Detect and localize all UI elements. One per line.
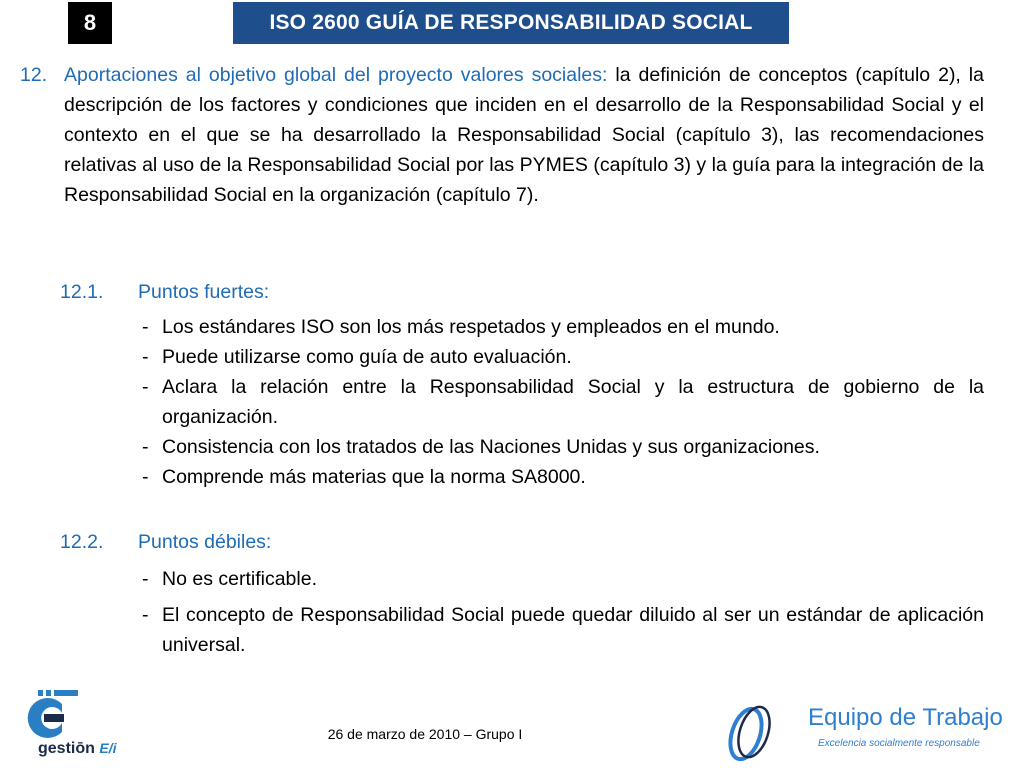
item-number: 12. [20,64,48,86]
weaknesses-list [138,564,984,660]
slide-title: ISO 2600 GUÍA DE RESPONSABILIDAD SOCIAL [233,2,789,44]
item-lead: Aportaciones al objetivo global del proyecto valores sociales: [64,64,608,86]
list-item: - Aclara la relación entre la Responsabilidad Social y la estructura de gobierno de la organización. [142,376,984,428]
list-item: - Puede utilizarse como guía de auto evaluación. [142,346,572,368]
equipo-logo-icon [718,700,782,764]
list-item: - Los estándares ISO son los más respetados y empleados en el mundo. [142,316,780,338]
weaknesses-number: 12.2. [60,531,104,553]
strengths-label: Puntos fuertes: [138,281,270,303]
list-item: - Comprende más materias que la norma SA8000. [142,466,586,488]
strengths-list [138,312,984,492]
footer-date: 26 de marzo de 2010 – Grupo I [327,726,523,742]
list-item: - No es certificable. [142,568,317,590]
list-item: - El concepto de Responsabilidad Social puede quedar diluido al ser un estándar de aplicación universal. [142,604,984,656]
gestion-logo-text: gestiōn E/i [38,740,117,757]
slide-number: 8 [68,2,112,44]
strengths-number: 12.1. [60,281,104,303]
list-item: - Consistencia con los tratados de las Naciones Unidas y sus organizaciones. [142,436,820,458]
item-paragraph [64,60,984,210]
equipo-logo-title: Equipo de Trabajo [808,704,1003,731]
item-text: la definición de conceptos (capítulo 2), la descripción de los factores y condiciones que inciden en el desarrollo de la Responsabilidad Social y el contexto en el que se ha desarrollado la Responsabilidad Social (capítulo 3), las recomendaciones relativas al uso de la Responsabilidad Social por las PYMES (capítulo 3) y la guía para la integración de la Responsabilidad Social en la organización (capítulo 7). [64,64,984,206]
weaknesses-label: Puntos débiles: [138,531,272,553]
equipo-logo-subtitle: Excelencia socialmente responsable [818,738,980,749]
